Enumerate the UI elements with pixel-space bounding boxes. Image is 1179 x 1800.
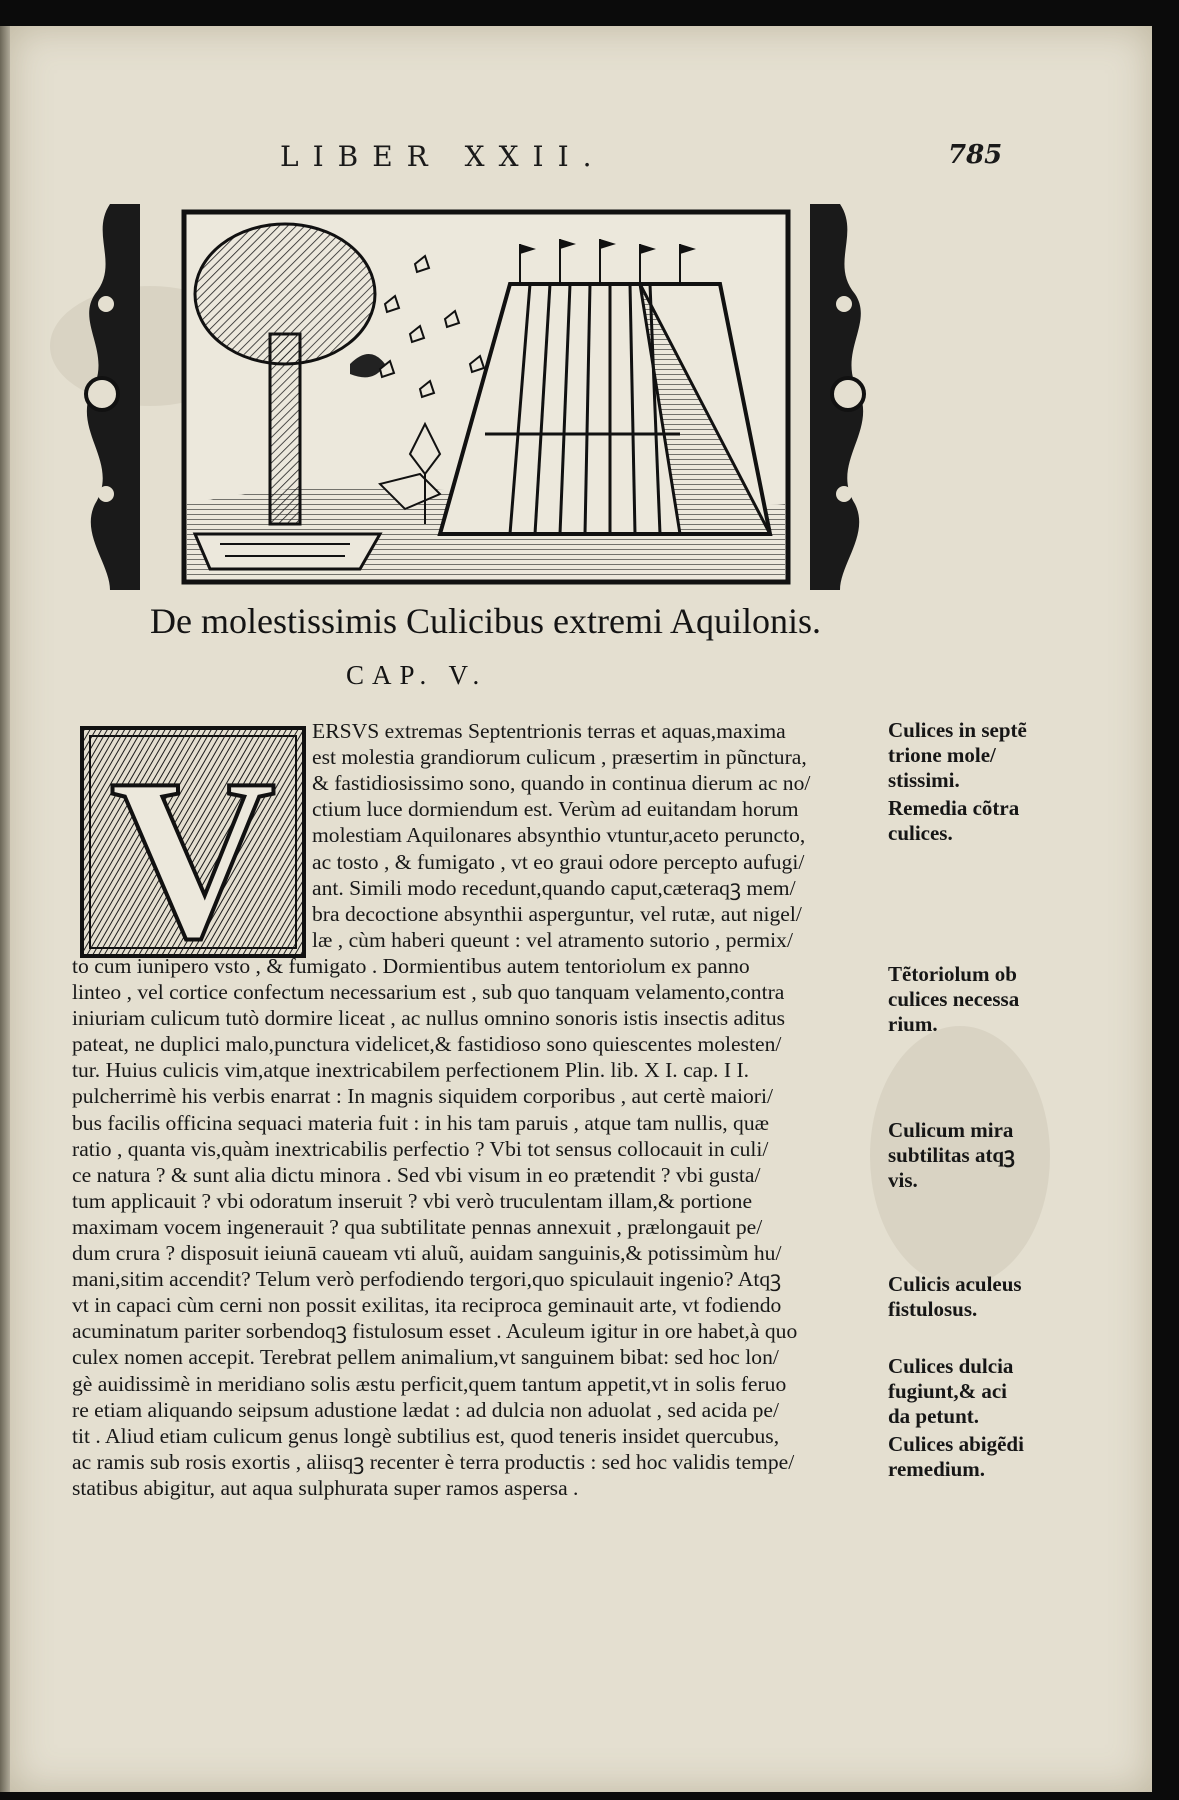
woodcut-illustration	[80, 204, 870, 590]
body-line: gè auidissimè in meridiano solis æstu perficit,quem tantum appetit,vt in solis feruo	[72, 1371, 787, 1396]
body-line: ratio , quanta vis,quàm inextricabilis perfectio ? Vbi tot sensus collocauit in culi/	[72, 1136, 769, 1161]
body-line: molestiam Aquilonares absynthio vtuntur,aceto perunctо,	[312, 823, 806, 848]
margin-note: Tẽtoriolum ob	[888, 962, 1017, 986]
body-line: pulcherrimè his verbis enarrat : In magnis siquidem corporibus , aut certè maiori/	[72, 1084, 773, 1109]
body-line: est molestia grandiorum culicum , præsertim in pũnctura,	[312, 745, 807, 770]
body-line: ce natura ? & sunt alia dictu minora . Sed vbi visum in eo prætendit ? vbi gusta/	[72, 1162, 761, 1187]
margin-note: Culicum mira	[888, 1118, 1014, 1142]
margin-note: trione mole/	[888, 743, 996, 767]
body-line: statibus abigitur, aut aqua sulphurata super ramos aspersa .	[72, 1475, 579, 1500]
margin-note: Culices abigẽdi	[888, 1432, 1024, 1456]
book-page	[10, 26, 1152, 1792]
page-number: 785	[948, 140, 1003, 170]
body-line: iniuriam culicum tutò dormire liceat , ac nullus omnino sonoris istis insectis aditus	[72, 1006, 786, 1031]
margin-note: culices.	[888, 821, 953, 845]
body-line: ac tosto , & fumigato , vt eo graui odore percepto aufugi/	[312, 849, 805, 874]
margin-note: subtilitas atqꝫ	[888, 1143, 1015, 1167]
running-header	[10, 134, 1152, 174]
margin-note: Remedia cõtra	[888, 796, 1020, 820]
body-line: ac ramis sub rosis exortis , aliisqꝫ recenter è terra productis : sed hoc validis tempe/	[72, 1449, 795, 1474]
margin-note: Culices in septẽ	[888, 718, 1027, 742]
body-line: ctium luce dormiendum est. Verùm ad euitandam horum	[312, 797, 799, 822]
body-line: acuminatum pariter sorbendoqꝫ fistulosum esset . Aculeum igitur in ore habet,à quo	[72, 1319, 798, 1344]
margin-note: da petunt.	[888, 1404, 980, 1428]
body-line: tur. Huius culicis vim,atque inextricabilem perfectionem Plin. lib. X I. cap. I I.	[72, 1058, 750, 1083]
initial-letter: V	[109, 731, 277, 958]
margin-note: remedium.	[888, 1457, 986, 1481]
margin-note: fistulosus.	[888, 1297, 978, 1321]
body-line: pateat, ne duplici malo,punctura videlicet,& fastidioso sono quiescentes molesten/	[72, 1032, 782, 1057]
body-line: maximam vocem ingenerauit ? qua subtilitate pennas annexuit , prælongauit pe/	[72, 1214, 763, 1239]
chapter-number: CAP. V.	[346, 660, 488, 690]
body-line: mani,sitim accendit? Telum verò perfodiendo tergori,quo spiculauit ingenio? Atqꝫ	[72, 1267, 782, 1292]
margin-note: vis.	[888, 1168, 918, 1192]
margin-note: fugiunt,& aci	[888, 1379, 1008, 1403]
body-line: ERSVS extremas Septentrionis terras et aquas,maxima	[312, 719, 786, 743]
chapter-title: De molestissimis Culicibus extremi Aquilonis.	[150, 601, 821, 641]
running-title: LIBER XXII.	[280, 140, 606, 173]
margin-note: Culicis aculeus	[888, 1272, 1022, 1296]
ornament-right	[810, 204, 864, 590]
body-line: & fastidiosissimo sono, quando in continua dierum ac no/	[312, 771, 811, 796]
body-line: linteo , vel cortice confectum necessarium est , sub quo tanquam velamento,contra	[72, 980, 785, 1004]
body-line: ant. Simili modo recedunt,quando caput,cæteraqꝫ mem/	[312, 875, 796, 900]
ornament-left	[86, 204, 140, 590]
margin-note: stissimi.	[888, 768, 960, 792]
margin-note: culices necessa	[888, 987, 1020, 1011]
body-line: bus facilis officina sequaci materia fuit : in his tam paruis , atque tam nullis, quæ	[72, 1110, 770, 1135]
body-line: to cum iunipero vsto , & fumigato . Dormientibus autem tentoriolum ex panno	[72, 953, 750, 978]
body-line: tit . Aliud etiam culicum genus longè subtilius est, quod teneris insidet quercubus,	[72, 1423, 780, 1448]
margin-note: Culices dulcia	[888, 1354, 1014, 1378]
body-line: re etiam aliquando seipsum adustione lædat : ad dulcia non aduolat , sed acida pe/	[72, 1397, 779, 1422]
body-line: vt in capaci cùm cerni non possit exilitas, ita reciproca geminauit arte, vt fodiendo	[72, 1293, 782, 1318]
body-line: bra decoctione absynthii asperguntur, vel rutæ, aut nigel/	[312, 901, 802, 926]
body-line: tum applicauit ? vbi odoratum inseruit ? vbi verò truculentam illam,& portione	[72, 1188, 753, 1213]
body-line: læ , cùm haberi queunt : vel atramento sutorio , permix/	[312, 927, 793, 952]
margin-note: rium.	[888, 1012, 938, 1036]
body-line: dum crura ? disposuit ieiunā caueam vti aluũ, auidam sanguinis,& potissimùm hu/	[72, 1241, 782, 1265]
body-line: culex nomen accepit. Terebrat pellem animalium,vt sanguinem bibat: sed hoc lon/	[72, 1345, 779, 1370]
decorated-initial	[80, 726, 306, 958]
